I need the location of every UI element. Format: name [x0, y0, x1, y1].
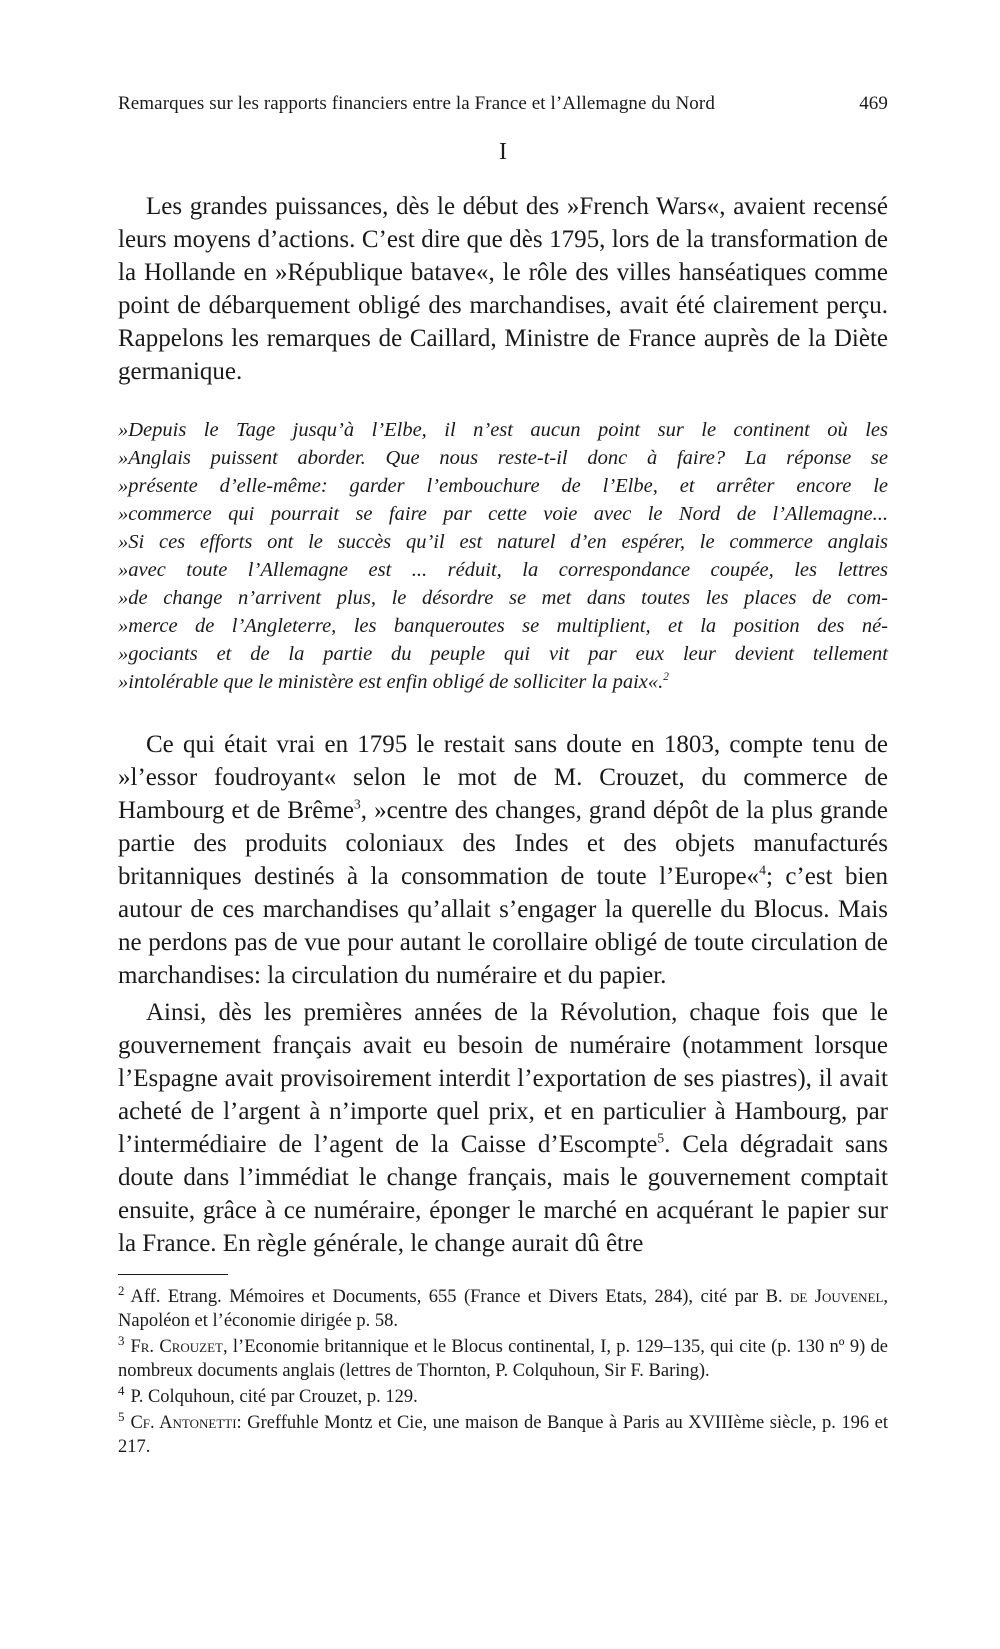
footnote-text: , l’Economie britannique et le Blocus continental, I, p. 129–135, qui cite (p. 130 nº 9) de nombreux documents anglais (lettres de Thornton, P. Colquhoun, Sir F. Baring).: [118, 1337, 888, 1381]
page: [118, 92, 888, 1461]
running-title: Remarques sur les rapports financiers entre la France et l’Allemagne du Nord: [118, 93, 715, 114]
footnote-ref-4[interactable]: 4: [759, 862, 766, 878]
footnote-ref-3[interactable]: 3: [353, 796, 361, 812]
footnote-2: [118, 1282, 889, 1333]
footnote-author: Cf. Antonetti: [130, 1413, 237, 1433]
paragraph-2-part-a: Ce qui était vrai en 1795 le restait sans doute en 1803, compte tenu de »l’essor foudroyant« selon le mot de M. Crouzet, du commerce de Hambourg et de Brême: [118, 731, 888, 824]
footnote-ref-5[interactable]: 5: [657, 1130, 665, 1146]
quote-line: »présente d’elle-même: garder l’embouchure de l’Elbe, et arrêter encore le: [118, 475, 888, 497]
running-head: [118, 92, 888, 116]
paragraph-2-part-b: , »centre des changes, grand dépôt de la plus grande partie des produits coloniaux des Indes et des objets manufacturés britanniques destinés à la consommation de toute l’Europe«: [118, 797, 888, 890]
page-number: 469: [859, 93, 888, 114]
footnote-ref-2[interactable]: 2: [663, 671, 669, 684]
quote-line: »Anglais puissent aborder. Que nous reste-t-il donc à faire? La réponse se: [118, 447, 888, 469]
footnote-number: 5: [118, 1408, 125, 1424]
quote-line-last: [118, 668, 888, 696]
quote-line: »commerce qui pourrait se faire par cette voie avec le Nord de l’Allemagne...: [118, 503, 888, 525]
footnote-text: P. Colquhoun, cité par Crouzet, p. 129.: [130, 1387, 418, 1407]
footnotes: [118, 1282, 889, 1459]
footnote-number: 3: [118, 1332, 125, 1348]
paragraph-3-part-b: . Cela dégradait sans doute dans l’immédiat le change français, mais le gouvernement comptait ensuite, grâce à ce numéraire, éponger le marché en acquérant le papier sur la France. En règle générale, le change aurait dû être: [118, 1131, 889, 1257]
footnote-rule: [118, 1274, 228, 1275]
paragraph-3: [118, 996, 888, 1260]
footnote-5: [118, 1408, 888, 1459]
footnote-4: [118, 1382, 888, 1409]
footnote-number: 4: [118, 1382, 125, 1398]
footnote-3: [118, 1332, 888, 1383]
quote-line: »de change n’arrivent plus, le désordre se met dans toutes les places de com-: [118, 587, 888, 609]
paragraph-2-part-c: ; c’est bien autour de ces marchandises qu’allait s’engager la querelle du Blocus. Mais ne perdons pas de vue pour autant le corollaire obligé de toute circulation de marchandises: la circulation du numéraire et du papier.: [118, 863, 888, 989]
footnote-author: de Jouvenel: [790, 1287, 884, 1307]
quote-line-text: »intolérable que le ministère est enfin obligé de solliciter la paix«.: [118, 671, 664, 693]
paragraph-2: [118, 728, 888, 992]
footnote-text: Aff. Etrang. Mémoires et Documents, 655 (France et Divers Etats, 284), cité par B.: [130, 1287, 791, 1307]
quote-line: »Depuis le Tage jusqu’à l’Elbe, il n’est aucun point sur le continent où les: [118, 419, 888, 441]
footnote-number: 2: [118, 1282, 125, 1298]
quote-line: »merce de l’Angleterre, les banqueroutes se multiplient, et la position des né-: [118, 615, 888, 637]
quote-line: »avec toute l’Allemagne est ... réduit, la correspondance coupée, les lettres: [118, 559, 888, 581]
footnote-text: , Napoléon et l’économie dirigée p. 58.: [118, 1287, 889, 1331]
paragraph-3-part-a: Ainsi, dès les premières années de la Révolution, chaque fois que le gouvernement français avait eu besoin de numéraire (notamment lorsque l’Espagne avait provisoirement interdit l’exportation de ses piastres), il avait acheté de l’argent à n’importe quel prix, et en particulier à Hambourg, par l’intermédiaire de l’agent de la Caisse d’Escompte: [118, 999, 888, 1158]
footnote-author: Fr. Crouzet: [130, 1337, 223, 1357]
quote-line: »gociants et de la partie du peuple qui vit par eux leur devient tellement: [118, 643, 888, 665]
paragraph-1: Les grandes puissances, dès le début des »French Wars«, avaient recensé leurs moyens d’actions. C’est dire que dès 1795, lors de la transformation de la Hollande en »République batave«, le rôle des villes hanséatiques comme point de débarquement obligé des marchandises, avait été clairement perçu. Rappelons les remarques de Caillard, Ministre de France auprès de la Diète germanique.: [118, 193, 888, 385]
quote-line: »Si ces efforts ont le succès qu’il est naturel d’en espérer, le commerce anglais: [118, 531, 888, 553]
footnote-text: : Greffuhle Montz et Cie, une maison de Banque à Paris au XVIIIème siècle, p. 196 et 217.: [118, 1413, 888, 1457]
section-number: I: [499, 139, 507, 165]
block-quote: [118, 416, 888, 696]
